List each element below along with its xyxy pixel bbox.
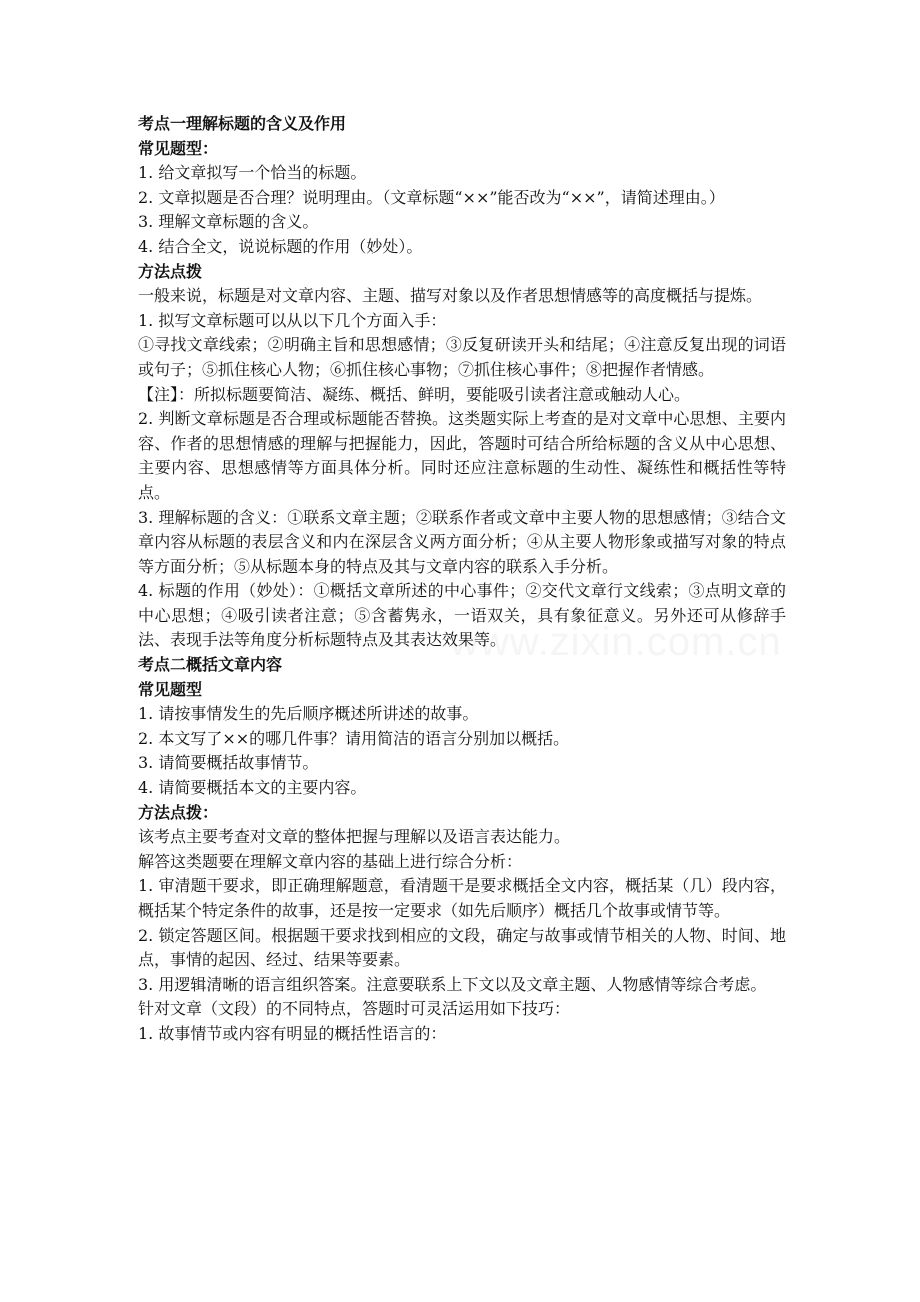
list-item: 1. 给文章拟写一个恰当的标题。 xyxy=(138,163,367,183)
sub-heading: 方法点拨 xyxy=(138,261,203,281)
list-item: 4. 请简要概括本文的主要内容。 xyxy=(138,778,367,798)
list-item: 2. 本文写了××的哪几件事？请用简洁的语言分别加以概括。 xyxy=(138,728,570,748)
list-item: 3. 请简要概括故事情节。 xyxy=(138,753,319,773)
watermark: www.zixin.com.cn xyxy=(450,620,782,664)
list-item: 1. 故事情节或内容有明显的概括性语言的： xyxy=(138,1023,447,1043)
section-heading: 考点二概括文章内容 xyxy=(138,655,283,675)
list-item: 2. 锁定答题区间。根据题干要求找到相应的文段，确定与故事或情节相关的人物、时间、地点，事情的起因、经过、结果等要素。 xyxy=(138,925,786,970)
paragraph: ①寻找文章线索；②明确主旨和思想感情；③反复研读开头和结尾；④注意反复出现的词语或句子；⑤抓住核心人物；⑥抓住核心事物；⑦抓住核心事件；⑧把握作者情感。 xyxy=(138,335,786,379)
list-item: 2. 判断文章标题是否合理或标题能否替换。这类题实际上考查的是对文章中心思想、主要内容、作者的思想情感的理解与把握能力，因此，答题时可结合所给标题的含义从中心思想、主要内容、思想感情等方面具体分析。同时还应注意标题的生动性、凝练性和概括性等特点。 xyxy=(138,409,786,502)
paragraph: 针对文章（文段）的不同特点，答题时可灵活运用如下技巧： xyxy=(138,999,571,1019)
sub-heading: 常见题型 xyxy=(138,679,203,699)
list-item: 1. 审清题干要求，即正确理解题意，看清题干是要求概括全文内容，概括某（几）段内容，概括某个特定条件的故事，还是按一定要求（如先后顺序）概括几个故事或情节等。 xyxy=(138,876,786,920)
document-body xyxy=(138,112,786,1047)
note-paragraph: 【注】：所拟标题要简洁、凝练、概括、鲜明，要能吸引读者注意或触动人心。 xyxy=(138,384,691,404)
section-heading: 考点一理解标题的含义及作用 xyxy=(138,114,347,133)
list-item: 1. 请按事情发生的先后顺序概述所讲述的故事。 xyxy=(138,704,479,724)
list-item: 4. 标题的作用（妙处）：①概括文章所述的中心事件；②交代文章行文线索；③点明文章的中心思想；④吸引读者注意；⑤含蓄隽永，一语双关，具有象征意义。另外还可从修辞手法、表现手法等角度分析标题特点及其表达效果等。 xyxy=(138,581,786,650)
list-item: 1. 拟写文章标题可以从以下几个方面入手： xyxy=(138,310,447,330)
paragraph: 解答这类题要在理解文章内容的基础上进行综合分析： xyxy=(138,851,523,871)
list-item: 3. 理解标题的含义：①联系文章主题；②联系作者或文章中主要人物的思想感情；③结合文章内容从标题的表层含义和内在深层含义两方面分析；④从主要人物形象或描写对象的特点等方面分析；⑤从标题本身的特点及其与文章内容的联系入手分析。 xyxy=(138,507,786,576)
list-item: 3. 用逻辑清晰的语言组织答案。注意要联系上下文以及文章主题、人物感情等综合考虑。 xyxy=(138,974,767,994)
sub-heading: 常见题型： xyxy=(138,138,219,158)
list-item: 3. 理解文章标题的含义。 xyxy=(138,212,319,232)
list-item: 4. 结合全文，说说标题的作用（妙处）。 xyxy=(138,236,423,256)
paragraph: 一般来说，标题是对文章内容、主题、描写对象以及作者思想情感等的高度概括与提炼。 xyxy=(138,286,763,306)
list-item: 2. 文章拟题是否合理？说明理由。（文章标题“××”能否改为“××”，请简述理由。） xyxy=(138,187,725,207)
paragraph: 该考点主要考查对文章的整体把握与理解以及语言表达能力。 xyxy=(138,827,571,847)
sub-heading: 方法点拨： xyxy=(138,802,219,822)
